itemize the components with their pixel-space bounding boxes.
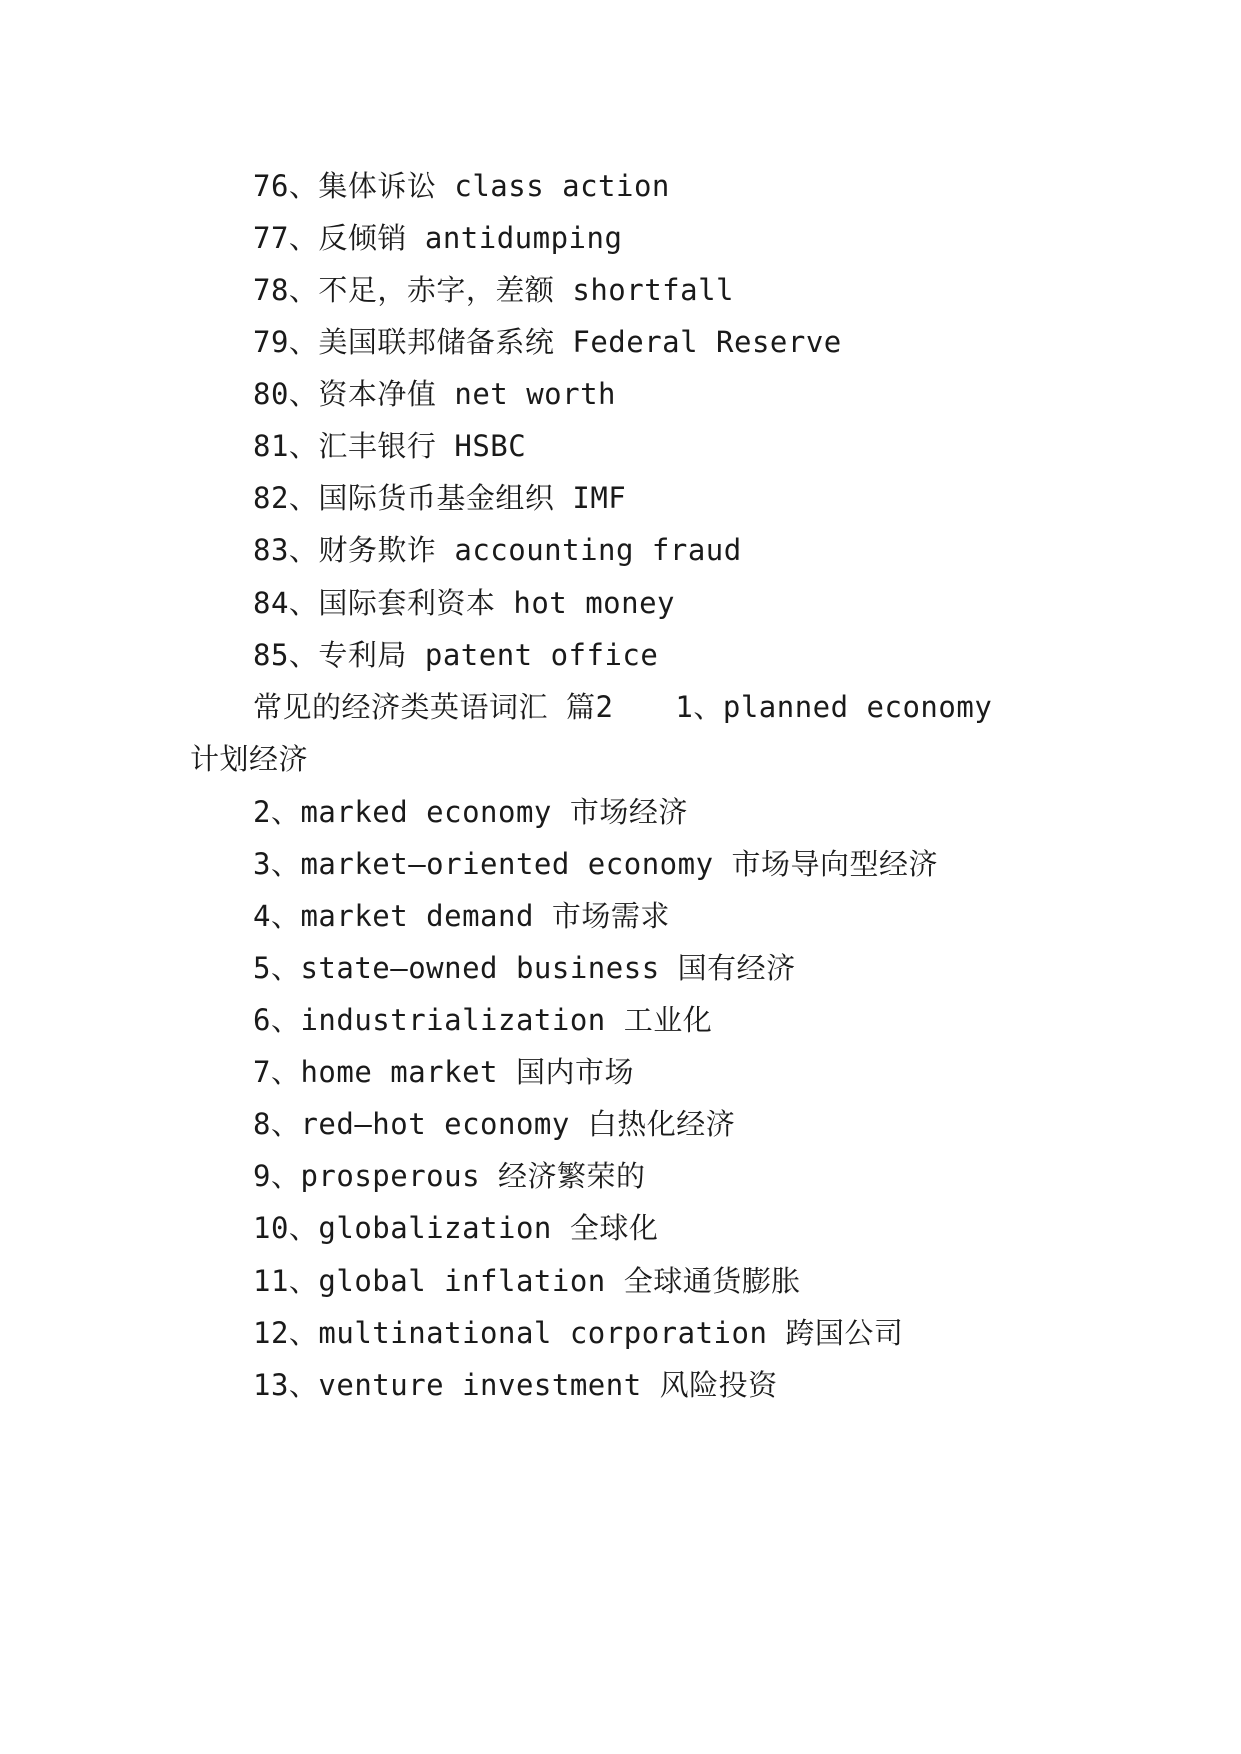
vocab-line-3: 3、market—oriented economy 市场导向型经济 bbox=[253, 847, 938, 881]
vocab-line-85: 85、专利局 patent office bbox=[253, 638, 659, 672]
vocab-line-81: 81、汇丰银行 HSBC bbox=[253, 429, 527, 463]
vocab-line-1-continuation: 计划经济 bbox=[190, 742, 309, 776]
vocab-line-12: 12、multinational corporation 跨国公司 bbox=[253, 1316, 904, 1350]
vocab-line-1: 1、planned economy bbox=[675, 690, 993, 724]
vocab-line-76: 76、集体诉讼 class action bbox=[253, 169, 670, 203]
vocab-line-11: 11、global inflation 全球通货膨胀 bbox=[253, 1264, 801, 1298]
vocab-line-4: 4、market demand 市场需求 bbox=[253, 899, 670, 933]
section-heading-line bbox=[253, 687, 992, 727]
vocab-line-13: 13、venture investment 风险投资 bbox=[253, 1368, 778, 1402]
vocab-line-6: 6、industrialization 工业化 bbox=[253, 1003, 713, 1037]
vocab-line-79: 79、美国联邦储备系统 Federal Reserve bbox=[253, 325, 842, 359]
vocab-line-10: 10、globalization 全球化 bbox=[253, 1211, 659, 1245]
vocab-line-8: 8、red—hot economy 白热化经济 bbox=[253, 1107, 736, 1141]
vocab-line-7: 7、home market 国内市场 bbox=[253, 1055, 634, 1089]
vocab-line-84: 84、国际套利资本 hot money bbox=[253, 586, 676, 620]
vocab-line-80: 80、资本净值 net worth bbox=[253, 377, 617, 411]
vocab-line-83: 83、财务欺诈 accounting fraud bbox=[253, 533, 742, 567]
vocab-line-5: 5、state—owned business 国有经济 bbox=[253, 951, 796, 985]
vocab-line-9: 9、prosperous 经济繁荣的 bbox=[253, 1159, 646, 1193]
vocab-line-77: 77、反倾销 antidumping bbox=[253, 221, 623, 255]
vocab-line-82: 82、国际货币基金组织 IMF bbox=[253, 481, 627, 515]
vocab-line-78: 78、不足，赤字，差额 shortfall bbox=[253, 273, 735, 307]
section-heading: 常见的经济类英语词汇 篇2 bbox=[253, 690, 614, 724]
vocab-line-2: 2、marked economy 市场经济 bbox=[253, 795, 688, 829]
